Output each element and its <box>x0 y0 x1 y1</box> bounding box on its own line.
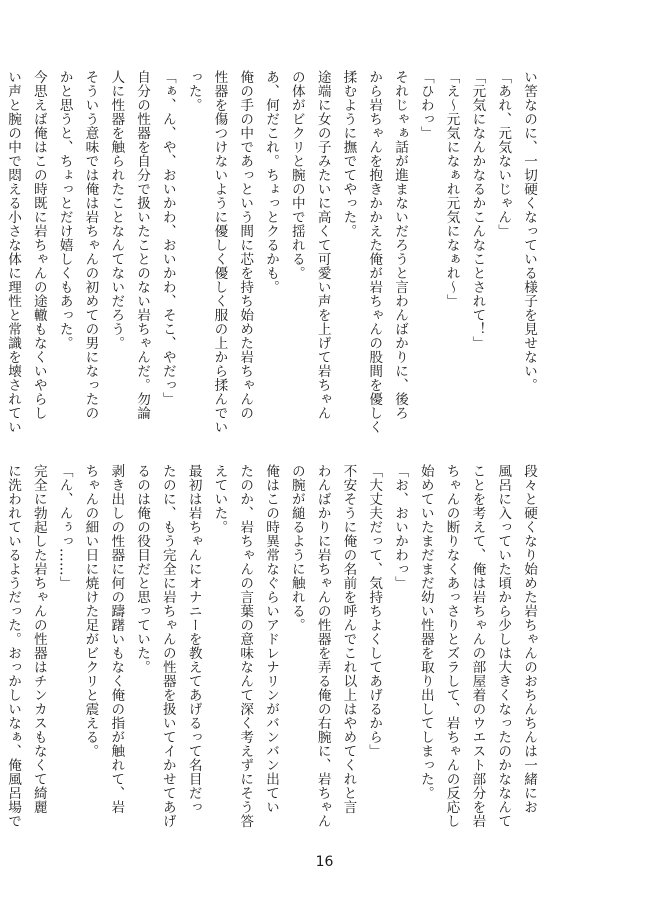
text-line: 完全に勃起した岩ちゃんの性器はチンカスもなくて綺麗 <box>30 464 47 814</box>
text-line: かと思うと、ちょっとだけ嬉しくもあった。 <box>56 70 73 350</box>
text-line: 「元気になんかなるかこんなことされて！」 <box>469 70 486 350</box>
text-line: に洗われているようだった。おっかしいなぁ、俺風呂場で <box>5 464 22 828</box>
text-line: い声と腕の中で悶える小さな体に理性と常識を壊されてい <box>5 70 22 434</box>
text-line: い筈なのに、一切硬くなっている様子を見せない。 <box>521 70 537 392</box>
text-line: たのに、もう完全に岩ちゃんの性器を扱いてイかせてあげ <box>159 464 176 828</box>
text-line: るのは俺の役目だと思っていた。 <box>134 464 151 674</box>
text-line: 「お、おいかわっ」 <box>392 464 409 590</box>
text-line: そういう意味では俺は岩ちゃんの初めての男になったの <box>82 70 99 420</box>
text-line: ちゃんの細い日に焼けた足がビクリと震える。 <box>82 464 99 758</box>
text-line: 途端に女の子みたいに高くて可愛い声を上げて岩ちゃん <box>314 70 331 420</box>
text-line: 俺の手の中であっという間に芯を持ち始めた岩ちゃんの <box>237 70 254 420</box>
text-line: から岩ちゃんを抱きかかえた俺が岩ちゃんの股間を優しく <box>366 70 383 434</box>
text-line: 俺はこの時異常なぐらいアドレナリンがバンバン出てい <box>263 464 280 814</box>
text-line: 始めていたまだまだ幼い性器を取り出してしまった。 <box>417 464 434 800</box>
text-line: 自分の性器を自分で扱いたことのない岩ちゃんだ。勿論 <box>134 70 151 420</box>
text-line: 「ぁ、ん、や、おいかわ、おいかわ、そこ、やだっ」 <box>159 70 176 406</box>
text-line: 不安そうに俺の名前を呼んでこれ以上はやめてくれと言 <box>340 464 357 814</box>
text-line: 風呂に入っていた頃から少しは大きくなったのかななんて <box>495 464 512 828</box>
text-line: 「あれ、元気ないじゃん」 <box>495 70 512 238</box>
text-line: 揉むように撫でてやった。 <box>340 70 357 238</box>
text-line: 人に性器を触られたことなんてないだろう。 <box>108 70 125 350</box>
text-line: 「ひわっ」 <box>417 70 434 140</box>
text-line: わんばかりに岩ちゃんの性器を弄る俺の右腕に、岩ちゃん <box>314 464 331 828</box>
text-line: あ、何だこれ。ちょっとクるかも。 <box>263 70 280 294</box>
text-line: それじゃぁ話が進まないだろうと言わんばかりに、後ろ <box>392 70 409 420</box>
text-line: 段々と硬くなり始めた岩ちゃんのおちんちんは一緒にお <box>521 464 537 814</box>
text-line: 剥き出しの性器に何の躊躇いもなく俺の指が触れて、岩 <box>108 464 125 814</box>
text-line: 今思えば俺はこの時既に岩ちゃんの途轍もなくいやらし <box>30 70 47 420</box>
page-number: 16 <box>315 854 334 870</box>
text-line: の腕が縋るように触れる。 <box>288 464 305 632</box>
text-line: えていた。 <box>211 464 228 534</box>
text-line: った。 <box>185 70 202 112</box>
text-line: の体がビクリと腕の中で揺れる。 <box>288 70 305 280</box>
text-line: 「ん、んぅっ……」 <box>56 464 73 590</box>
text-block-top <box>5 70 541 434</box>
text-line: 性器を傷つけないように優しく優しく服の上から揉んでい <box>211 70 228 434</box>
text-line: 「え〜元気になぁれ元気になぁれ〜」 <box>443 70 460 308</box>
text-line: ことを考えて、俺は岩ちゃんの部屋着のウエスト部分を岩 <box>469 464 486 828</box>
text-line: たのか、岩ちゃんの言葉の意味なんて深く考えずにそう答 <box>237 464 254 828</box>
text-line: 「大丈夫だって、気持ちよくしてあげるから」 <box>366 464 383 758</box>
text-block-bottom <box>5 464 541 828</box>
text-line: 最初は岩ちゃんにオナニーを教えてあげるって名目だっ <box>185 464 202 814</box>
text-line: ちゃんの断りなくあっさりとズラして、岩ちゃんの反応し <box>443 464 460 828</box>
